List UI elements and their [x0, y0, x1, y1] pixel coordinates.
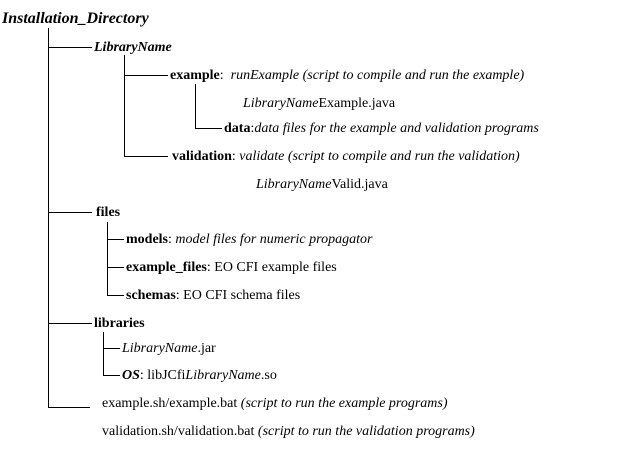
models-entry: [126, 232, 372, 248]
library-name-label: LibraryName: [94, 40, 172, 55]
valid-java-suffix: Valid.java: [331, 177, 388, 192]
schemas-entry: [126, 288, 300, 304]
validation-script-name: validation.sh/validation.bat: [102, 424, 255, 439]
jar-file: [122, 341, 216, 357]
example-files-sep: :: [206, 260, 211, 275]
os-sep: :: [139, 368, 144, 383]
example-java-file: [243, 96, 395, 112]
models-desc: model files for numeric propagator: [175, 232, 373, 247]
example-script-entry: [102, 396, 448, 412]
validation-script-desc: (script to run the validation programs): [257, 424, 475, 439]
example-label: example: [170, 68, 220, 83]
so-suffix: .so: [260, 368, 277, 383]
example-script-desc: (script to run the example programs): [240, 396, 448, 411]
example-script-name: example.sh/example.bat: [102, 396, 238, 411]
example-java-prefix: LibraryName: [243, 96, 319, 111]
models-sep: :: [168, 232, 172, 247]
example-desc: runExample (script to compile and run the example): [230, 68, 525, 83]
validation-script-entry: [102, 424, 475, 440]
validation-label: validation: [172, 149, 232, 164]
so-name: LibraryName: [185, 368, 261, 383]
data-label: data: [224, 121, 251, 136]
root-directory-label: Installation_Directory: [2, 10, 149, 27]
valid-java-prefix: LibraryName: [256, 177, 332, 192]
data-sep: :: [250, 121, 255, 136]
libraries-label: libraries: [94, 316, 145, 331]
schemas-sep: :: [175, 288, 180, 303]
example-files-entry: [126, 260, 337, 276]
os-entry: [122, 368, 277, 384]
validation-entry: [172, 149, 520, 165]
example-java-suffix: Example.java: [318, 96, 396, 111]
files-label: files: [96, 205, 121, 220]
data-desc: data files for the example and validation programs: [254, 121, 539, 136]
models-label: models: [126, 232, 168, 247]
validation-sep: :: [231, 149, 236, 164]
example-files-label: example_files: [126, 260, 207, 275]
example-entry: [170, 68, 524, 84]
example-sep: :: [219, 68, 224, 83]
validation-desc: validate (script to compile and run the validation): [239, 149, 520, 164]
schemas-label: schemas: [126, 288, 176, 303]
so-prefix: libJCfi: [147, 368, 186, 383]
example-files-desc: EO CFI example files: [214, 260, 337, 275]
valid-java-file: [256, 177, 388, 193]
jar-prefix: LibraryName: [122, 341, 198, 356]
data-entry: [224, 121, 539, 137]
jar-suffix: .jar: [197, 341, 216, 356]
schemas-desc: EO CFI schema files: [183, 288, 301, 303]
os-label: OS: [122, 368, 140, 383]
